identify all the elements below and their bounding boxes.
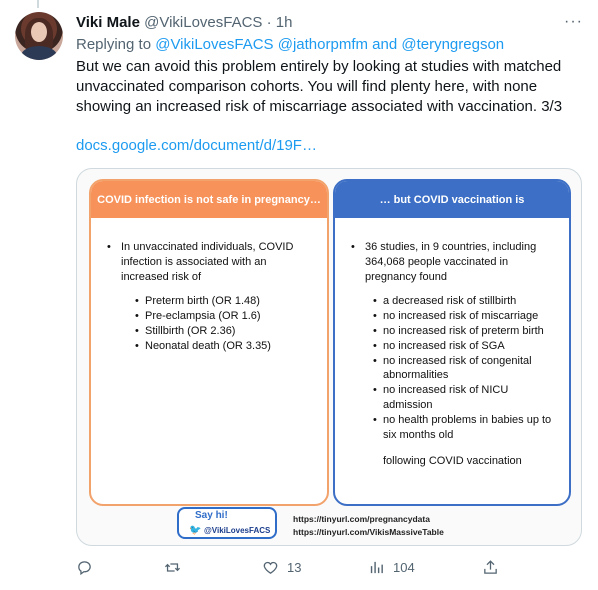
reply-and: and	[372, 36, 398, 53]
views-button[interactable]	[368, 559, 415, 576]
say-hi-handle: @VikiLovesFACS	[204, 526, 271, 535]
left-item: • Stillbirth (OR 2.36)	[129, 324, 317, 339]
views-count: 104	[393, 560, 415, 575]
reply-icon	[76, 559, 93, 576]
reply-mention-3[interactable]: @teryngregson	[401, 36, 505, 53]
thread-line	[37, 0, 39, 8]
left-item: • Preterm birth (OR 1.48)	[129, 294, 317, 309]
tweet-time[interactable]: 1h	[275, 14, 293, 31]
tweet-header	[76, 14, 292, 32]
reply-prefix: Replying to	[76, 36, 152, 53]
avatar[interactable]	[15, 12, 63, 60]
more-options-icon[interactable]: ···	[564, 13, 583, 30]
reply-mention-2[interactable]: @jathorpmfm	[277, 36, 368, 53]
left-item: • Pre-eclampsia (OR 1.6)	[129, 309, 317, 324]
left-item: • Neonatal death (OR 3.35)	[129, 339, 317, 354]
twitter-bird-icon: 🐦	[189, 525, 202, 536]
right-item: • no increased risk of NICU admission	[367, 383, 559, 413]
right-item: • no increased risk of SGA	[367, 339, 559, 354]
say-hi-text: Say hi!	[195, 510, 228, 521]
card-footer	[177, 507, 507, 541]
left-intro: • In unvaccinated individuals, COVID infection is associated with an increased risk of	[101, 240, 317, 284]
right-item: • no health problems in babies up to six months old	[367, 413, 559, 443]
right-panel-title: … but COVID vaccination is	[335, 181, 569, 218]
right-panel	[333, 179, 571, 506]
card-url-1: https://tinyurl.com/pregnancydata	[293, 514, 430, 524]
retweet-button[interactable]	[164, 559, 181, 576]
share-button[interactable]	[482, 559, 499, 576]
right-following: following COVID vaccination	[383, 455, 522, 468]
right-item: • no increased risk of congenital abnormalities	[367, 354, 559, 384]
tweet-actions	[76, 559, 496, 581]
retweet-icon	[164, 559, 181, 576]
heart-icon	[262, 559, 279, 576]
share-icon	[482, 559, 499, 576]
separator: ·	[266, 14, 272, 31]
right-intro: • 36 studies, in 9 countries, including 364,068 people vaccinated in pregnancy found	[345, 240, 559, 284]
reply-button[interactable]	[76, 559, 93, 576]
tweet-text: But we can avoid this problem entirely by looking at studies with matched unvaccinated comparison cohorts. You will find plenty here, with none showing an increased risk of miscarriage associated with vaccination. 3/3	[76, 58, 563, 115]
right-item: • a decreased risk of stillbirth	[367, 294, 559, 309]
author-name[interactable]: Viki Male	[76, 14, 140, 31]
retweet-count: 13	[287, 560, 302, 575]
right-item: • no increased risk of preterm birth	[367, 324, 559, 339]
avatar-shirt	[21, 46, 57, 60]
card-urls	[293, 513, 444, 539]
say-hi-badge	[177, 507, 277, 539]
tweet-link[interactable]: docs.google.com/document/d/19F…	[76, 137, 317, 154]
avatar-face	[31, 22, 47, 42]
like-button[interactable]	[262, 559, 301, 576]
card-url-2: https://tinyurl.com/VikisMassiveTable	[293, 527, 444, 537]
analytics-icon	[368, 559, 385, 576]
author-handle[interactable]: @VikiLovesFACS	[144, 14, 263, 31]
reply-context	[76, 36, 504, 53]
left-panel	[89, 179, 329, 506]
reply-mention-1[interactable]: @VikiLovesFACS	[155, 36, 274, 53]
media-card[interactable]	[76, 168, 582, 546]
left-panel-title: COVID infection is not safe in pregnancy…	[91, 181, 327, 218]
right-item: • no increased risk of miscarriage	[367, 309, 559, 324]
